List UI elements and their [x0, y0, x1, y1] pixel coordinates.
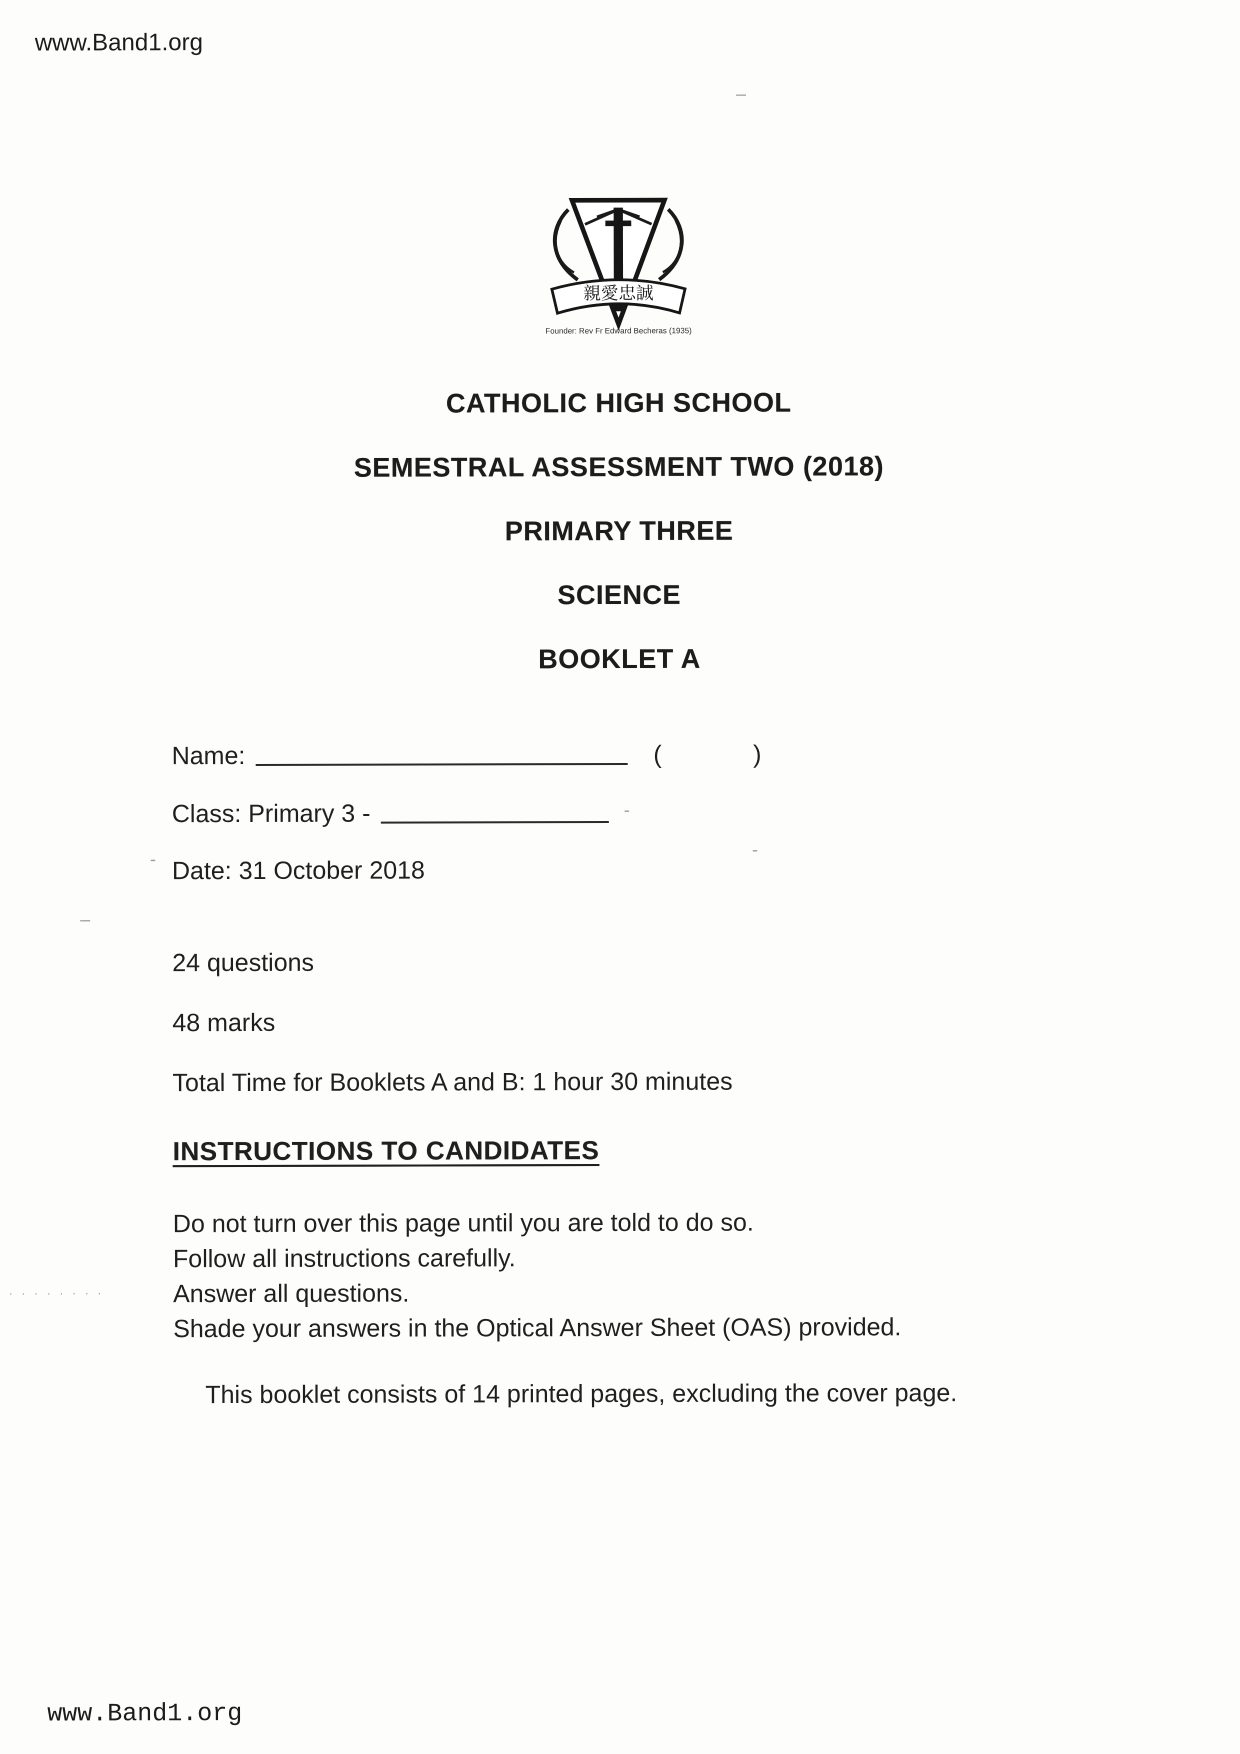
- scan-artifact: –: [735, 83, 746, 104]
- crest-banner-text: 親愛忠誠: [583, 283, 654, 304]
- booklet-pages-note: This booklet consists of 14 printed pages, excluding the cover page.: [205, 1379, 958, 1410]
- title-block: [0, 386, 1240, 709]
- paper-details: [172, 948, 733, 1129]
- class-label: Class: Primary 3 -: [171, 799, 371, 829]
- date-field-row: [172, 856, 764, 887]
- name-label: Name:: [171, 741, 246, 771]
- subject-title: SCIENCE: [557, 579, 682, 611]
- school-name: CATHOLIC HIGH SCHOOL: [445, 387, 792, 419]
- school-crest-logo: [503, 178, 733, 364]
- assessment-title: SEMESTRAL ASSESSMENT TWO (2018): [353, 451, 885, 483]
- level-title: PRIMARY THREE: [504, 515, 734, 547]
- instruction-line: Answer all questions.: [173, 1279, 410, 1309]
- scan-artifact: . . . . . . . .: [9, 1283, 105, 1298]
- class-field-row: [172, 798, 764, 830]
- scan-artifact: -: [149, 849, 156, 870]
- date-label: Date: 31 October 2018: [171, 856, 425, 886]
- question-count: 24 questions: [172, 948, 315, 978]
- scan-artifact: -: [751, 839, 758, 860]
- crest-founder-text: Founder: Rev Fr Edward Becheras (1935): [545, 326, 692, 336]
- name-blank-line: [255, 740, 627, 766]
- instruction-line: Do not turn over this page until you are told to do so.: [172, 1208, 754, 1239]
- index-number-parens: ( ): [653, 740, 764, 769]
- class-blank-line: [380, 798, 608, 824]
- scan-artifact: -: [623, 799, 630, 820]
- name-field-row: [172, 740, 764, 772]
- instruction-line: Shade your answers in the Optical Answer Sheet (OAS) provided.: [173, 1313, 902, 1344]
- mark-count: 48 marks: [172, 1008, 276, 1038]
- instruction-line: Follow all instructions carefully.: [172, 1244, 516, 1274]
- booklet-title: BOOKLET A: [538, 643, 701, 675]
- candidate-fields: [172, 740, 764, 915]
- crest-left-wing: [555, 210, 578, 280]
- crest-right-wing: [659, 209, 682, 279]
- instructions-section: [173, 1134, 958, 1410]
- total-time: Total Time for Booklets A and B: 1 hour 30 minutes: [172, 1067, 733, 1098]
- instructions-heading: INSTRUCTIONS TO CANDIDATES: [172, 1135, 600, 1167]
- scan-artifact: –: [80, 909, 91, 930]
- watermark-bottom: www.Band1.org: [47, 1698, 243, 1729]
- watermark-top: www.Band1.org: [34, 29, 203, 57]
